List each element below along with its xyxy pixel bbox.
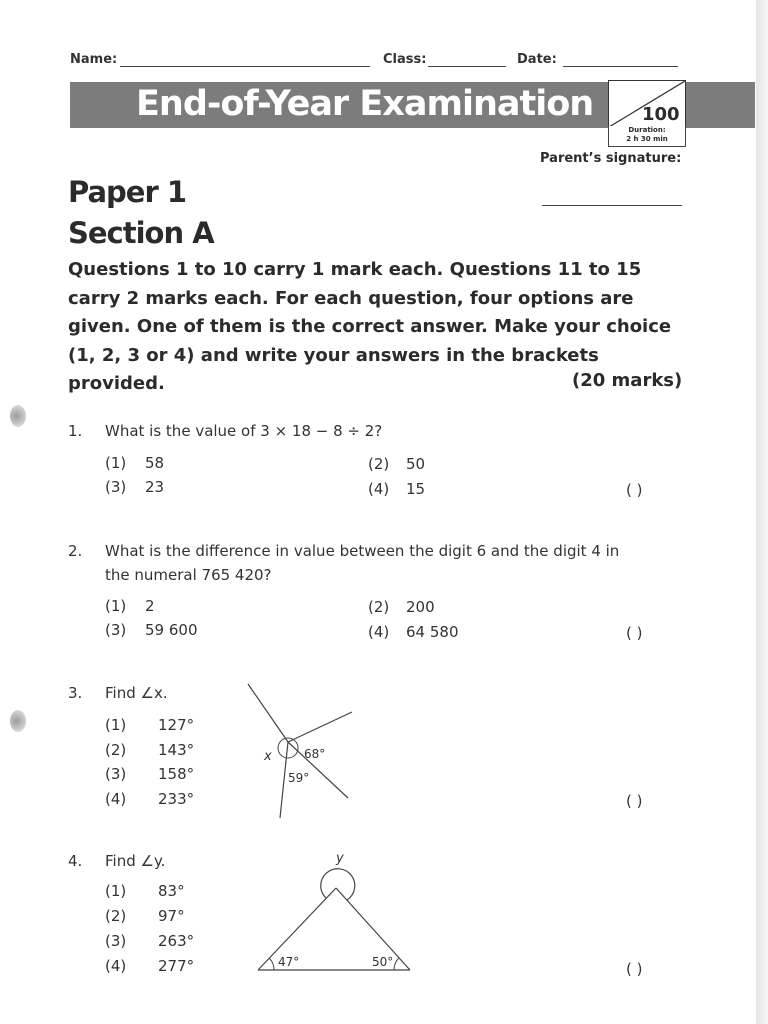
option-label: (1): [105, 597, 127, 615]
answer-bracket[interactable]: ( ): [626, 481, 643, 499]
option-value: 263°: [158, 932, 195, 950]
option-value: 277°: [158, 957, 195, 975]
triangle-figure-q4: [252, 846, 422, 976]
date-label: Date:: [517, 52, 557, 67]
duration-value: 2 h 30 min: [626, 135, 668, 143]
option-label: (3): [105, 765, 127, 783]
duration-label: Duration:: [628, 126, 666, 134]
duration-box: [608, 126, 686, 147]
option-label: (3): [105, 932, 127, 950]
punch-hole: [10, 710, 26, 732]
option-value: 200: [406, 598, 435, 616]
angle-x-label: x: [264, 749, 272, 764]
option-value: 83°: [158, 882, 185, 900]
question-text: What is the value of 3 × 18 − 8 ÷ 2?: [105, 422, 383, 440]
option-value: 59 600: [145, 621, 198, 639]
angle-50-label: 50°: [372, 955, 394, 969]
question-number: 4.: [68, 852, 83, 870]
parent-signature-label: Parent’s signature:: [540, 151, 682, 166]
option-value: 2: [145, 597, 155, 615]
parent-signature-field[interactable]: [542, 205, 682, 206]
option-label: (4): [368, 623, 390, 641]
option-label: (1): [105, 454, 127, 472]
option-value: 158°: [158, 765, 195, 783]
option-label: (1): [105, 882, 127, 900]
option-label: (4): [105, 957, 127, 975]
angle-y-label: y: [336, 851, 344, 866]
question-text: Find ∠y.: [105, 852, 166, 870]
question-text: Find ∠x.: [105, 684, 168, 702]
question-number: 1.: [68, 422, 83, 440]
option-value: 97°: [158, 907, 185, 925]
section-title: Section A: [68, 216, 214, 250]
option-value: 64 580: [406, 623, 459, 641]
option-label: (2): [105, 907, 127, 925]
angle-figure-q3: [240, 678, 370, 828]
question-text: the numeral 765 420?: [105, 566, 272, 584]
total-marks: 100: [642, 104, 680, 125]
option-label: (1): [105, 716, 127, 734]
exam-title: End-of-Year Examination: [136, 84, 594, 124]
option-value: 233°: [158, 790, 195, 808]
option-label: (4): [105, 790, 127, 808]
section-marks: (20 marks): [572, 370, 683, 391]
class-field[interactable]: [428, 66, 506, 67]
date-field[interactable]: [563, 66, 678, 67]
punch-hole: [10, 405, 26, 427]
option-value: 127°: [158, 716, 195, 734]
option-value: 50: [406, 455, 426, 473]
option-label: (3): [105, 478, 127, 496]
option-label: (4): [368, 480, 390, 498]
question-number: 2.: [68, 542, 83, 560]
option-value: 23: [145, 478, 165, 496]
question-number: 3.: [68, 684, 83, 702]
angle-47-label: 47°: [278, 955, 300, 969]
option-label: (2): [368, 455, 390, 473]
paper-title: Paper 1: [68, 175, 187, 209]
option-label: (3): [105, 621, 127, 639]
name-field[interactable]: [120, 66, 370, 67]
answer-bracket[interactable]: ( ): [626, 624, 643, 642]
class-label: Class:: [383, 52, 427, 67]
instructions: Questions 1 to 10 carry 1 mark each. Questions 11 to 15 carry 2 marks each. For each question, four options are given. One of them is the correct answer. Make your choice (1, 2, 3 or 4) and write your answers in the brackets provided.: [68, 259, 672, 394]
option-value: 143°: [158, 741, 195, 759]
answer-bracket[interactable]: ( ): [626, 792, 643, 810]
option-value: 58: [145, 454, 165, 472]
question-text: What is the difference in value between the digit 6 and the digit 4 in: [105, 542, 620, 560]
answer-bracket[interactable]: ( ): [626, 960, 643, 978]
page-edge: [756, 0, 768, 1024]
name-label: Name:: [70, 52, 118, 67]
option-value: 15: [406, 480, 426, 498]
option-label: (2): [105, 741, 127, 759]
angle-59-label: 59°: [288, 771, 310, 785]
option-label: (2): [368, 598, 390, 616]
angle-68-label: 68°: [304, 747, 326, 761]
